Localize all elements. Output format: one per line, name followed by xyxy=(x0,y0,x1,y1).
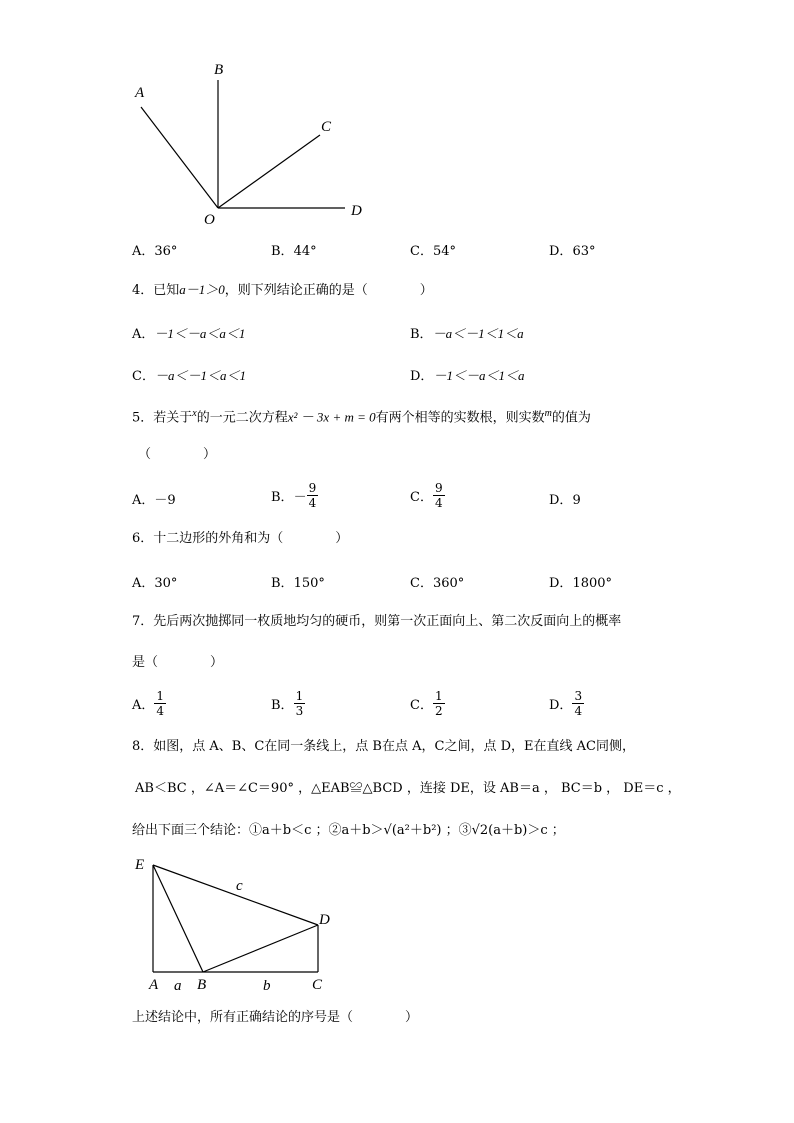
label-b: B xyxy=(214,62,224,78)
label-o: O xyxy=(204,212,215,228)
q7-option-d[interactable]: D． $\frac{3}{4}$ xyxy=(549,689,583,718)
q5-stem: 5．若关于$^x$的一元二次方程x² － 3x + m = 0有两个相等的实数根，则实数$^m$的值为 xyxy=(132,408,591,426)
q3-option-c[interactable]: C．54° xyxy=(410,244,456,259)
fraction: $\frac{1}{3}$ xyxy=(295,689,304,718)
q7-option-a[interactable]: A． $\frac{1}{4}$ xyxy=(132,689,165,718)
q6-option-c[interactable]: C．360° xyxy=(410,576,465,591)
q6-stem: 6．十二边形的外角和为（ ） xyxy=(132,531,349,546)
angle-figure xyxy=(125,55,385,230)
fraction: $\frac{9}{4}$ xyxy=(308,481,317,510)
q6-option-a[interactable]: A．30° xyxy=(132,576,178,591)
q5-option-d[interactable]: D．9 xyxy=(549,493,581,508)
label-d: D xyxy=(319,912,330,928)
q8-stem-line2: AB＜BC ，∠A＝∠C＝90° ，△EAB≌△BCD ，连接 DE，设 AB＝a ， BC＝b ， DE＝c ， xyxy=(135,781,681,796)
q7-option-b[interactable]: B． $\frac{1}{3}$ xyxy=(271,689,304,718)
label-e: E xyxy=(135,857,145,873)
label-b: B xyxy=(197,977,207,993)
q7-stem-line2: 是（ ） xyxy=(132,655,224,670)
q5-option-b[interactable]: B．－ $\frac{9}{4}$ xyxy=(271,481,317,510)
q7-option-c[interactable]: C． $\frac{1}{2}$ xyxy=(410,689,443,718)
fraction: $\frac{1}{2}$ xyxy=(434,689,443,718)
q4-stem: 4．已知a－1＞0，则下列结论正确的是（ ） xyxy=(132,282,433,298)
fraction: $\frac{3}{4}$ xyxy=(574,689,583,718)
segment-ed xyxy=(153,865,318,925)
fraction: $\frac{9}{4}$ xyxy=(434,481,443,510)
q4-option-a[interactable]: A．－1＜－a＜a＜1 xyxy=(132,326,246,342)
q8-stem-line4: 上述结论中，所有正确结论的序号是（ ） xyxy=(132,1010,419,1025)
triangle-figure xyxy=(125,850,355,1000)
q5-option-c[interactable]: C． $\frac{9}{4}$ xyxy=(410,481,443,510)
q3-option-a[interactable]: A．36° xyxy=(132,244,178,259)
label-small-c: c xyxy=(236,878,243,894)
q5-option-a[interactable]: A．－9 xyxy=(132,493,176,508)
q5-answer-paren: （ ） xyxy=(138,447,217,462)
q8-stem-line3: 给出下面三个结论：①a＋b＜c ；②a＋b＞√(a²＋b²) ；③√2(a＋b)＞c ； xyxy=(132,823,565,838)
label-c: C xyxy=(312,977,323,993)
label-a: A xyxy=(135,85,145,101)
q6-option-d[interactable]: D．1800° xyxy=(549,576,613,591)
ray-oa xyxy=(141,107,218,208)
q3-option-b[interactable]: B．44° xyxy=(271,244,317,259)
label-c: C xyxy=(321,119,332,135)
q4-option-b[interactable]: B．－a＜－1＜1＜a xyxy=(410,326,524,342)
label-small-a: a xyxy=(174,978,182,994)
q6-option-b[interactable]: B．150° xyxy=(271,576,325,591)
q4-option-d[interactable]: D．－1＜－a＜1＜a xyxy=(410,368,525,384)
q7-stem-line1: 7．先后两次抛掷同一枚质地均匀的硬币，则第一次正面向上、第二次反面向上的概率 xyxy=(132,614,622,629)
q3-option-d[interactable]: D．63° xyxy=(549,244,596,259)
label-a: A xyxy=(149,977,159,993)
label-small-b: b xyxy=(263,978,271,994)
segment-bd xyxy=(203,925,318,972)
fraction: $\frac{1}{4}$ xyxy=(156,689,165,718)
q4-option-c[interactable]: C．－a＜－1＜a＜1 xyxy=(132,368,246,384)
q8-stem-line1: 8．如图，点 A、B、C在同一条线上，点 B在点 A，C之间，点 D，E在直线 AC同侧， xyxy=(132,739,635,754)
label-d: D xyxy=(351,203,362,219)
ray-oc xyxy=(218,135,320,208)
